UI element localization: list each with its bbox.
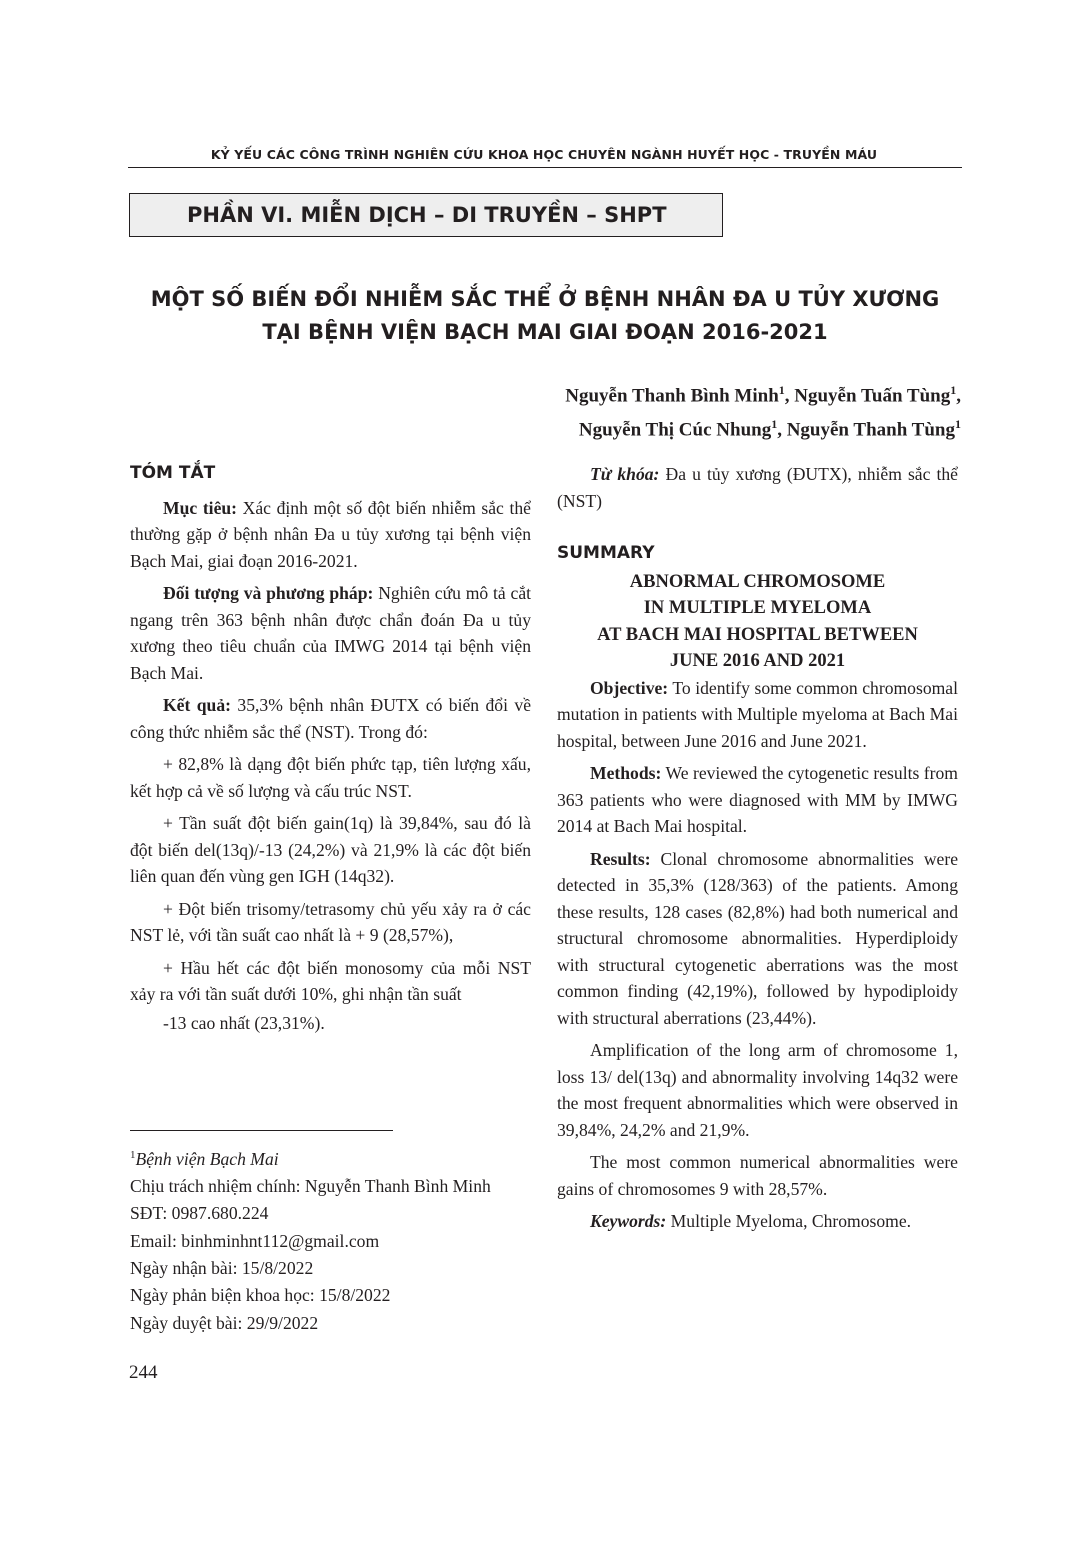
muc-tieu-label: Mục tiêu: — [163, 497, 238, 518]
result-bullet: + Tần suất đột biến gain(1q) là 39,84%, sau đó là đột biến del(13q)/-13 (24,2%) và 21,9% là các đột biến liên quan đến vùng gen IGH (14q32). — [130, 813, 531, 886]
muc-tieu-paragraph — [130, 495, 531, 575]
english-title — [557, 569, 958, 675]
abstract-vietnamese — [130, 460, 531, 1042]
objective-paragraph — [557, 675, 958, 755]
author-name: Nguyễn Thanh Bình Minh — [565, 385, 779, 407]
ket-qua-text: 35,3% bệnh nhân ĐUTX có biến đổi về công thức nhiễm sắc thể (NST). Trong đó: — [130, 695, 532, 742]
english-title-line: JUNE 2016 AND 2021 — [669, 651, 846, 671]
date-received: Ngày nhận bài: 15/8/2022 — [130, 1258, 314, 1279]
ket-qua-label: Kết quả: — [163, 695, 231, 715]
keywords-paragraph — [557, 1208, 958, 1235]
methods-text: We reviewed the cytogenetic results from 363 patients who were diagnosed with MM by IMWG 2014 at Bach Mai hospital. — [557, 763, 958, 836]
amplification-paragraph: Amplification of the long arm of chromosome 1, loss 13/ del(13q) and abnormality involving 14q32 were the most frequent abnormalities which were observed in 39,84%, 24,2% and 21,9%. — [557, 1040, 958, 1140]
doi-tuong-text: Nghiên cứu mô tả cắt ngang trên 363 bệnh nhân được chẩn đoán Đa u tủy xương theo tiêu chuẩn của IMWG 2014 tại bệnh viện Bạch Mai. — [130, 583, 532, 683]
results-text: Clonal chromosome abnormalities were detected in 35,3% (128/363) of the patients. Among these results, 128 cases (82,8%) had both numerical and structural chromosome abnormalities. Hyperdiploidy with structural cytogenetic aberrations was the most common finding (42,19%), followed by hypodiploidy with structural aberrations (23,44%). — [557, 848, 958, 1028]
phone: SĐT: 0987.680.224 — [130, 1203, 269, 1224]
page-number: 244 — [129, 1362, 158, 1383]
results-label: Results: — [590, 848, 651, 869]
affiliation-mark: 1 — [778, 383, 785, 397]
date-reviewed: Ngày phản biện khoa học: 15/8/2022 — [130, 1285, 391, 1306]
running-head: KỶ YẾU CÁC CÔNG TRÌNH NGHIÊN CỨU KHOA HỌC CHUYÊN NGÀNH HUYẾT HỌC - TRUYỀN MÁU — [210, 147, 878, 162]
author-name: Nguyễn Tuấn Tùng — [794, 385, 951, 407]
author-line-1: Nguyễn Thanh Bình Minh$^1$, Nguyễn Tuấn Tùng$^1$, — [565, 383, 961, 407]
ket-qua-paragraph — [130, 692, 531, 745]
affiliation-text: Bệnh viện Bạch Mai — [135, 1148, 279, 1169]
tu-khoa-label: Từ khóa: — [590, 464, 660, 484]
title-line-2: TẠI BỆNH VIỆN BẠCH MAI GIAI ĐOẠN 2016-2021 — [262, 320, 828, 344]
affiliation-mark: 1 — [130, 1149, 136, 1161]
result-bullet: + Hầu hết các đột biến monosomy của mỗi NST xảy ra với tần suất dưới 10%, ghi nhận tần suất — [130, 957, 531, 1004]
tu-khoa-text: Đa u tủy xương (ĐUTX), nhiễm sắc thể (NST) — [557, 464, 958, 511]
result-bullet-continued: -13 cao nhất (23,31%). — [163, 1012, 325, 1033]
affiliation-mark: 1 — [955, 417, 961, 432]
results-paragraph — [557, 846, 958, 1032]
affiliation-mark: 1 — [950, 383, 957, 397]
doi-tuong-label: Đối tượng và phương pháp: — [163, 583, 374, 603]
affiliation-mark: 1 — [771, 417, 778, 432]
keywords-text: Multiple Myeloma, Chromosome. — [670, 1211, 912, 1231]
header-rule — [128, 167, 962, 168]
article-title — [128, 283, 962, 349]
author-line-2: Nguyễn Thị Cúc Nhung$^1$, Nguyễn Thanh Tùng$^1$ — [578, 417, 961, 441]
section-heading-box — [129, 193, 723, 237]
tu-khoa-paragraph — [557, 461, 958, 514]
english-title-line: ABNORMAL CHROMOSOME — [629, 571, 886, 592]
author-name: Nguyễn Thị Cúc Nhung — [578, 419, 772, 441]
affiliation-footnote — [130, 1142, 491, 1173]
section-heading: PHẦN VI. MIỄN DỊCH – DI TRUYỀN – SHPT — [187, 203, 667, 227]
footnote-rule — [130, 1130, 393, 1131]
result-bullet: + 82,8% là dạng đột biến phức tạp, tiên lượng xấu, kết hợp cả về số lượng và cấu trúc NST. — [130, 754, 531, 801]
abstract-english — [557, 461, 958, 1241]
author-list — [565, 376, 961, 445]
summary-heading: SUMMARY — [557, 543, 655, 563]
title-line-1: MỘT SỐ BIẾN ĐỔI NHIỄM SẮC THỂ Ở BỆNH NHÂN ĐA U TỦY XƯƠNG — [150, 287, 940, 311]
doi-tuong-paragraph — [130, 580, 531, 686]
numerical-paragraph: The most common numerical abnormalities were gains of chromosomes 9 with 28,57%. — [557, 1152, 958, 1199]
muc-tieu-text: Xác định một số đột biến nhiễm sắc thể thường gặp ở bệnh nhân Đa u tủy xương tại bệnh viện Bạch Mai, giai đoạn 2016-2021. — [130, 497, 531, 571]
keywords-label: Keywords: — [590, 1211, 667, 1231]
email: Email: binhminhnt112@gmail.com — [130, 1230, 380, 1251]
footnotes — [130, 1142, 491, 1337]
result-bullet: + Đột biến trisomy/tetrasomy chủ yếu xảy ra ở các NST lẻ, với tần suất cao nhất là + 9 (28,57%), — [130, 898, 531, 945]
methods-paragraph — [557, 760, 958, 840]
objective-label: Objective: — [590, 677, 669, 698]
tomtat-heading: TÓM TẮT — [130, 463, 216, 483]
date-approved: Ngày duyệt bài: 29/9/2022 — [130, 1312, 319, 1333]
english-title-line: AT BACH MAI HOSPITAL BETWEEN — [597, 624, 918, 645]
methods-label: Methods: — [590, 763, 662, 783]
english-title-line: IN MULTIPLE MYELOMA — [643, 598, 872, 618]
author-name: Nguyễn Thanh Tùng — [786, 419, 955, 441]
objective-text: To identify some common chromosomal mutation in patients with Multiple myeloma at Bach Mai hospital, between June 2016 and June 2021. — [557, 677, 958, 751]
responsible-author: Chịu trách nhiệm chính: Nguyễn Thanh Bình Minh — [130, 1176, 491, 1197]
